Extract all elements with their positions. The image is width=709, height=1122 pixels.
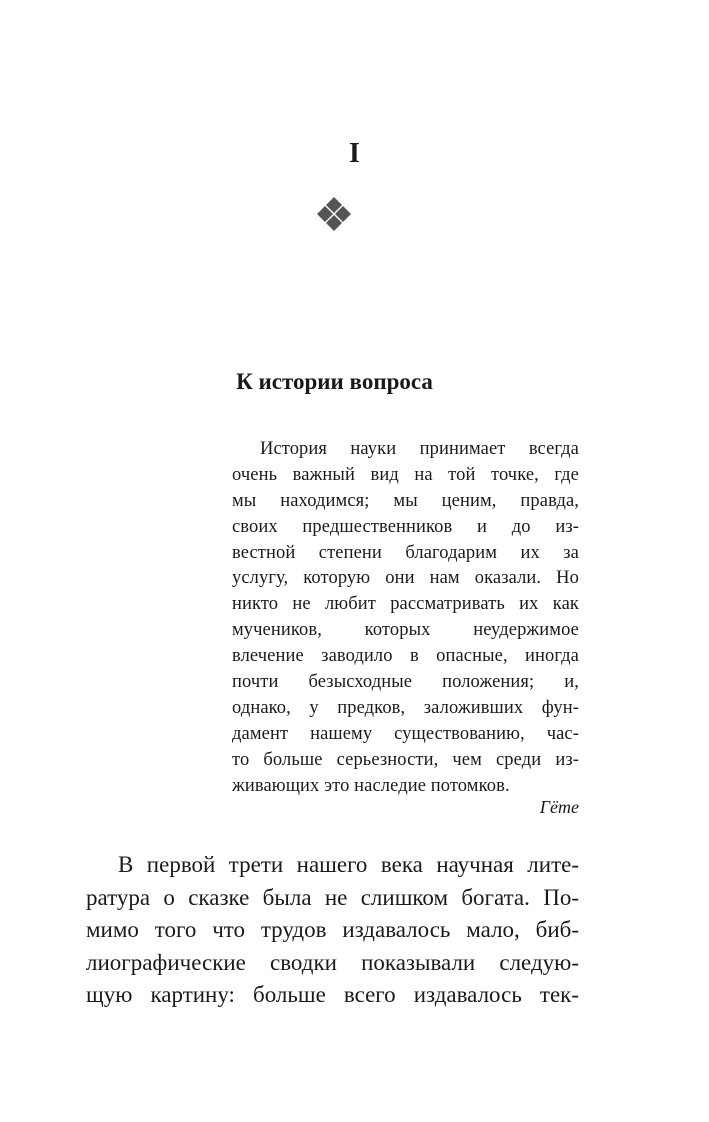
epigraph-line: почти безысходные положения; и, (232, 672, 579, 693)
epigraph-line: мучеников, которых неудержимое (232, 620, 579, 641)
body-paragraph (86, 849, 579, 1012)
chapter-number: I (349, 138, 360, 169)
body-line: лиографические сводки показывали следую- (86, 949, 579, 975)
epigraph-line: то больше серьезности, чем среди из- (232, 749, 579, 770)
body-line: щую картину: больше всего издавалось тек- (86, 982, 579, 1007)
epigraph-line: однако, у предков, заложивших фун- (232, 697, 579, 718)
body-line: мимо того что трудов издавалось мало, биб- (86, 917, 579, 942)
epigraph-line: вестной степени благодарим их за (232, 542, 579, 563)
epigraph-line: своих предшественников и до из- (232, 516, 579, 537)
epigraph-line: услугу, которую они нам оказали. Но (232, 568, 579, 589)
epigraph-line: очень важный вид на той точке, где (232, 464, 579, 485)
four-diamond-ornament-icon (316, 196, 352, 232)
epigraph-author: Гёте (539, 797, 579, 817)
epigraph-line: дамент нашему существованию, час- (232, 723, 579, 744)
body-line: ратура о сказке была не слишком богата. По- (86, 884, 579, 910)
epigraph-line: История науки принимает всегда (260, 439, 579, 459)
epigraph-line: влечение заводило в опасные, иногда (232, 646, 579, 667)
body-line: В первой трети нашего века научная лите- (118, 852, 579, 877)
epigraph-line: живающих это наследие потомков. (232, 775, 510, 796)
epigraph (232, 437, 579, 799)
epigraph-line: никто не любит рассматривать их как (232, 594, 579, 615)
epigraph-line: мы находимся; мы ценим, правда, (232, 490, 579, 511)
section-title: К истории вопроса (236, 369, 433, 394)
